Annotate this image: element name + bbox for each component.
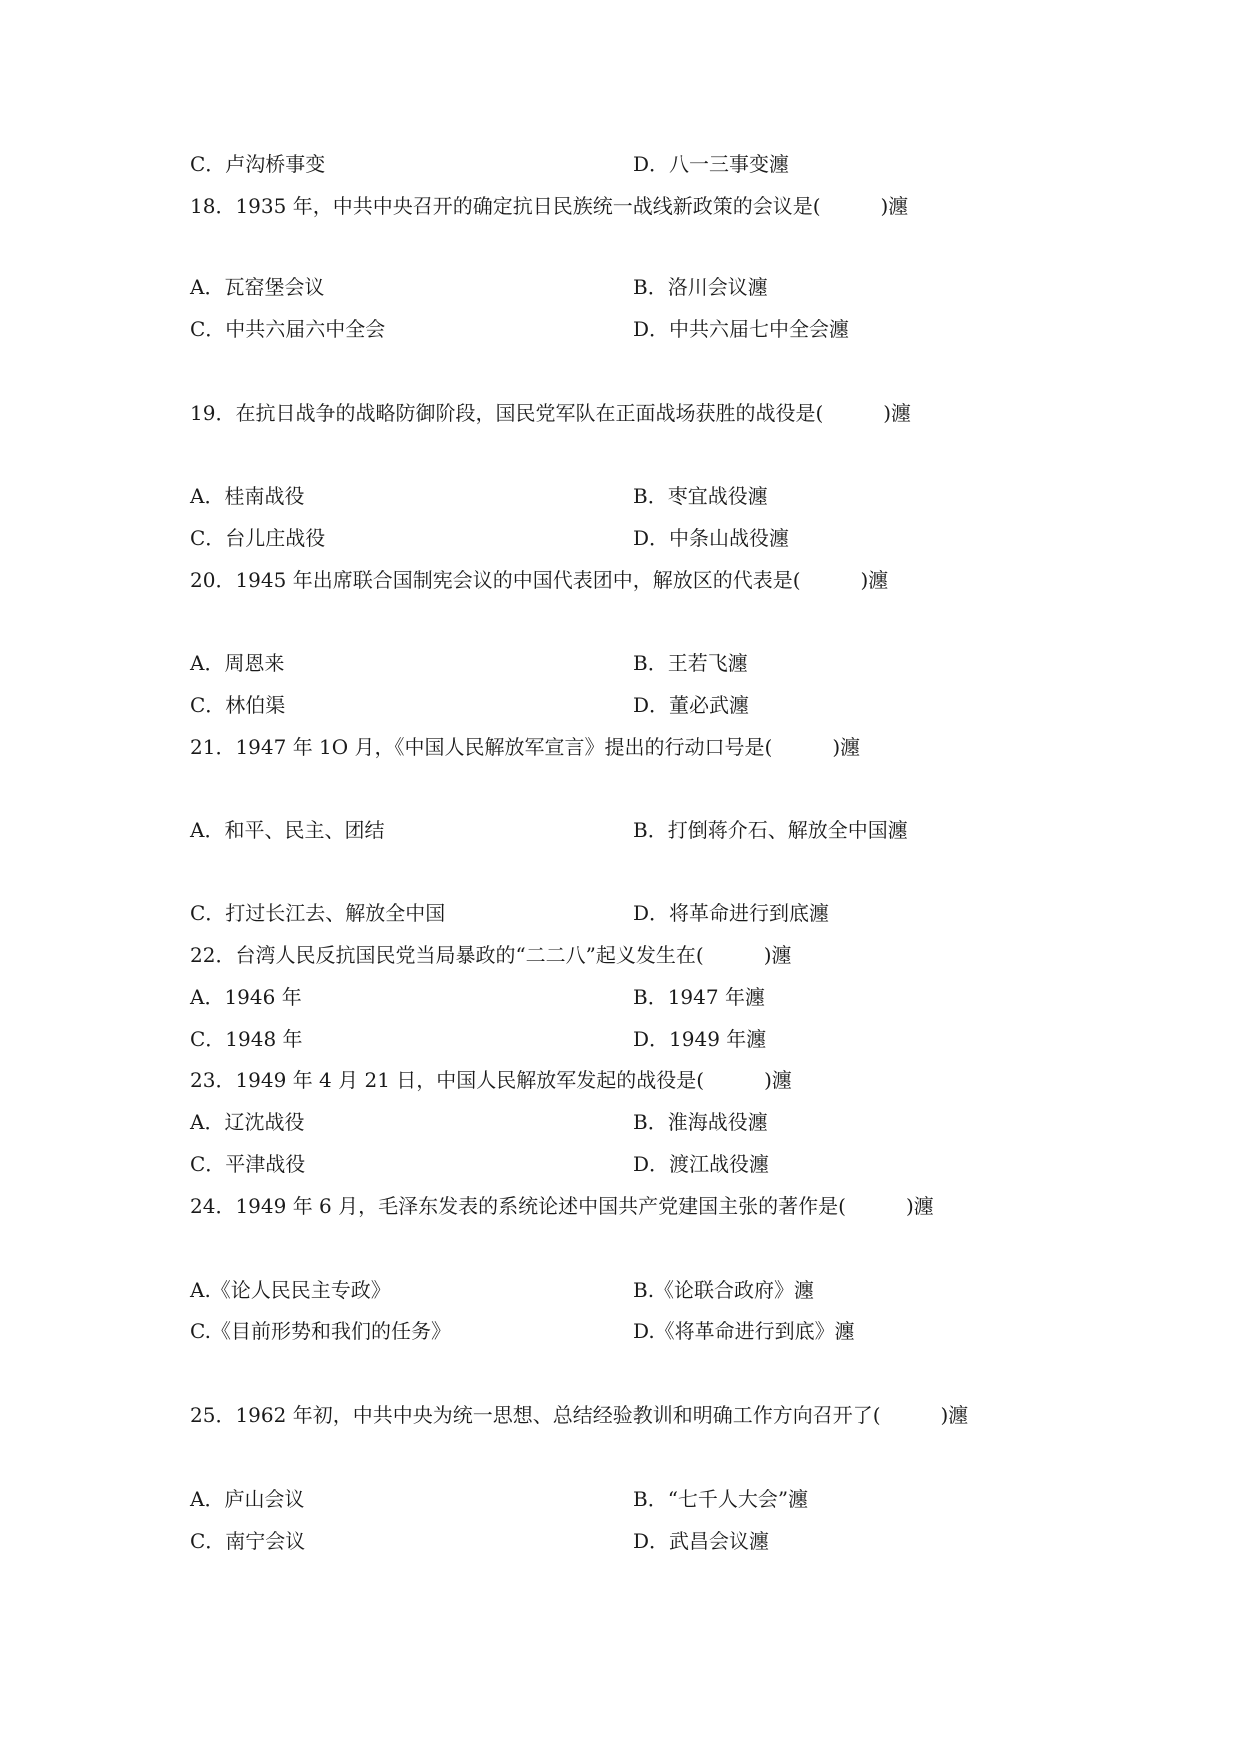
answer-option: C．1948 年 (190, 1027, 303, 1051)
answer-option: D．渡江战役瀍 (633, 1152, 770, 1176)
answer-option: B．王若飞瀍 (633, 651, 748, 675)
answer-option: D．将革命进行到底瀍 (633, 901, 830, 925)
answer-option: C．中共六届六中全会 (190, 317, 386, 341)
question-stem: 23．1949 年 4 月 21 日，中国人民解放军发起的战役是( )瀍 (190, 1068, 792, 1092)
question-stem: 25．1962 年初，中共中央为统一思想、总结经验教训和明确工作方向召开了( )瀍 (190, 1403, 969, 1427)
answer-option: C．台儿庄战役 (190, 526, 326, 550)
answer-option: A．和平、民主、团结 (190, 818, 385, 842)
answer-option: D．中共六届七中全会瀍 (633, 317, 850, 341)
answer-option: B．淮海战役瀍 (633, 1110, 768, 1134)
answer-option: D．中条山战役瀍 (633, 526, 790, 550)
answer-option: B．打倒蒋介石、解放全中国瀍 (633, 818, 908, 842)
answer-option: A．庐山会议 (190, 1487, 305, 1511)
answer-option: A．瓦窑堡会议 (190, 275, 325, 299)
question-stem: 24．1949 年 6 月，毛泽东发表的系统论述中国共产党建国主张的著作是( )瀍 (190, 1194, 934, 1218)
question-stem: 18．1935 年，中共中央召开的确定抗日民族统一战线新政策的会议是( )瀍 (190, 194, 909, 218)
answer-option: C．林伯渠 (190, 693, 286, 717)
question-stem: 19．在抗日战争的战略防御阶段，国民党军队在正面战场获胜的战役是( )瀍 (190, 401, 912, 425)
question-stem: 20．1945 年出席联合国制宪会议的中国代表团中，解放区的代表是( )瀍 (190, 568, 889, 592)
answer-option: C．卢沟桥事变 (190, 152, 326, 176)
answer-option: A．桂南战役 (190, 484, 305, 508)
answer-option: D.《将革命进行到底》瀍 (633, 1319, 855, 1343)
answer-option: D．董必武瀍 (633, 693, 750, 717)
answer-option: D．八一三事变瀍 (633, 152, 790, 176)
answer-option: A．辽沈战役 (190, 1110, 305, 1134)
answer-option: C．南宁会议 (190, 1529, 306, 1553)
answer-option: B.《论联合政府》瀍 (633, 1278, 815, 1302)
answer-option: A.《论人民民主专政》 (190, 1278, 391, 1302)
answer-option: C．平津战役 (190, 1152, 306, 1176)
answer-option: B．“七千人大会”瀍 (633, 1487, 809, 1511)
answer-option: A．周恩来 (190, 651, 285, 675)
question-stem: 22．台湾人民反抗国民党当局暴政的“二二八”起义发生在( )瀍 (190, 943, 792, 967)
answer-option: B．1947 年瀍 (633, 985, 765, 1009)
answer-option: D．1949 年瀍 (633, 1027, 767, 1051)
answer-option: B．洛川会议瀍 (633, 275, 768, 299)
question-stem: 21．1947 年 1O 月，《中国人民解放军宣言》提出的行动口号是( )瀍 (190, 735, 861, 759)
answer-option: C.《目前形势和我们的任务》 (190, 1319, 451, 1343)
answer-option: D．武昌会议瀍 (633, 1529, 770, 1553)
answer-option: C．打过长江去、解放全中国 (190, 901, 446, 925)
answer-option: B．枣宜战役瀍 (633, 484, 768, 508)
answer-option: A．1946 年 (190, 985, 302, 1009)
